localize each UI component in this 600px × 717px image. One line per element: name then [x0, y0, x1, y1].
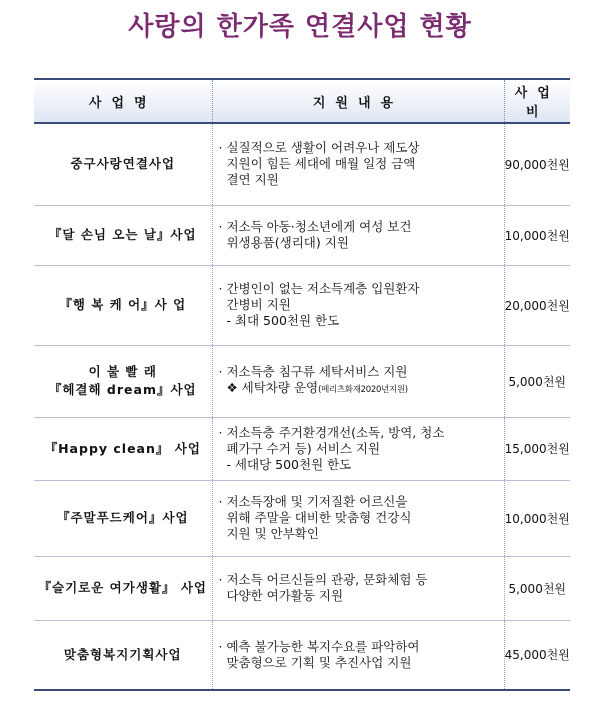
- support-content-text: · 저소득 어르신들의 관광, 문화체험 등: [218, 572, 428, 587]
- support-content-line: [219, 655, 498, 671]
- budget-amount: 90,000천원: [504, 123, 570, 205]
- support-content-cell: [212, 345, 504, 417]
- program-name-cell: [34, 345, 212, 417]
- support-content-line: [219, 297, 498, 313]
- program-name: 이 불 빨 래: [88, 364, 157, 379]
- support-content-text: 지원이 힘든 세대에 매월 일정 금액: [218, 156, 416, 172]
- program-name-cell: [34, 556, 212, 620]
- table-row: [34, 556, 570, 620]
- support-content-text: 지원 및 안부확인: [218, 526, 319, 541]
- support-content-note: (메리츠화재2020년지원): [318, 385, 408, 395]
- support-content-line: [219, 235, 498, 251]
- support-content-line: [219, 457, 498, 473]
- support-content-line: [219, 572, 498, 588]
- table-row: [34, 265, 570, 345]
- program-name: 『행 복 케 어』사 업: [59, 297, 187, 312]
- support-content-cell: [212, 556, 504, 620]
- support-content-text: 폐가구 수거 등) 서비스 지원: [218, 440, 381, 456]
- support-content-line: [219, 281, 498, 297]
- program-name-cell: [34, 265, 212, 345]
- support-content-cell: [212, 123, 504, 205]
- table-row: [34, 417, 570, 480]
- support-content-text: 다양한 여가활동 지원: [218, 588, 344, 603]
- program-name: 『슬기로운 여가생활』 사업: [38, 580, 207, 595]
- support-content-cell: [212, 620, 504, 690]
- table-row: [34, 345, 570, 417]
- program-name: 『달 손님 오는 날』사업: [48, 227, 197, 242]
- support-content-line: [219, 639, 498, 655]
- support-content-line: [219, 172, 498, 188]
- table-row: [34, 480, 570, 556]
- table-row: [34, 123, 570, 205]
- program-name: 『Happy clean』 사업: [44, 440, 201, 456]
- support-content-line: [219, 425, 498, 441]
- support-content-text: · 저소득층 주거환경개선(소독, 방역, 청소: [218, 424, 445, 440]
- support-content-text: · 예측 불가능한 복지수요를 파악하여: [218, 638, 420, 654]
- budget-amount: 5,000천원: [504, 345, 570, 417]
- program-name-cell: [34, 205, 212, 265]
- support-content-line: [219, 140, 498, 156]
- support-content-text: · 간병인이 없는 저소득계층 입원환자: [218, 281, 420, 296]
- program-name-cell: [34, 620, 212, 690]
- support-content-line: [219, 380, 498, 398]
- support-content-text: · 저소득장애 및 기저질환 어르신을: [218, 494, 408, 509]
- program-name-cell: [34, 417, 212, 480]
- support-content-text: · 저소득층 침구류 세탁서비스 지원: [218, 364, 408, 379]
- header-content: 지원내용: [212, 79, 504, 123]
- program-name: 『주말푸드케어』사업: [56, 510, 189, 525]
- program-table: [34, 78, 570, 691]
- table-body: [34, 123, 570, 690]
- support-content-text: · 저소득 아동·청소년에게 여성 보건: [218, 219, 412, 234]
- support-content-line: [219, 219, 498, 235]
- program-name-cell: [34, 123, 212, 205]
- support-content-text: 위생용품(생리대) 지원: [218, 235, 349, 250]
- budget-amount: 10,000천원: [504, 480, 570, 556]
- support-content-text: 간병비 지원: [218, 297, 291, 312]
- budget-amount: 5,000천원: [504, 556, 570, 620]
- support-content-text: - 세대당 500천원 한도: [218, 456, 352, 472]
- support-content-line: [219, 510, 498, 526]
- program-name: 맞춤형복지기획사업: [63, 646, 182, 662]
- support-content-text: ❖ 세탁차량 운영: [218, 380, 319, 395]
- program-name: 『헤결해 dream』사업: [48, 382, 197, 397]
- table-header-row: [34, 79, 570, 123]
- support-content-text: 위해 주말을 대비한 맞춤형 건강식: [218, 510, 412, 525]
- support-content-cell: [212, 205, 504, 265]
- header-name: 사업명: [34, 79, 212, 123]
- program-name-cell: [34, 480, 212, 556]
- support-content-line: [219, 313, 498, 329]
- support-content-line: [219, 526, 498, 542]
- table-row: [34, 205, 570, 265]
- support-content-text: 맞춤형으로 기획 및 추진사업 지원: [218, 654, 412, 670]
- table-row: [34, 620, 570, 690]
- support-content-cell: [212, 265, 504, 345]
- budget-amount: 20,000천원: [504, 265, 570, 345]
- program-name: 중구사랑연결사업: [70, 156, 176, 172]
- support-content-text: 결연 지원: [218, 172, 279, 188]
- support-content-line: [219, 441, 498, 457]
- support-content-line: [219, 364, 498, 380]
- support-content-text: · 실질적으로 생활이 어려우나 제도상: [218, 140, 420, 156]
- support-content-line: [219, 156, 498, 172]
- support-content-text: - 최대 500천원 한도: [218, 313, 340, 328]
- support-content-line: [219, 494, 498, 510]
- budget-amount: 10,000천원: [504, 205, 570, 265]
- support-content-cell: [212, 417, 504, 480]
- support-content-line: [219, 588, 498, 604]
- header-amount: 사업비: [504, 79, 570, 123]
- support-content-cell: [212, 480, 504, 556]
- page-title: 사랑의 한가족 연결사업 현황: [128, 12, 472, 42]
- budget-amount: 15,000천원: [504, 417, 570, 480]
- budget-amount: 45,000천원: [504, 648, 570, 663]
